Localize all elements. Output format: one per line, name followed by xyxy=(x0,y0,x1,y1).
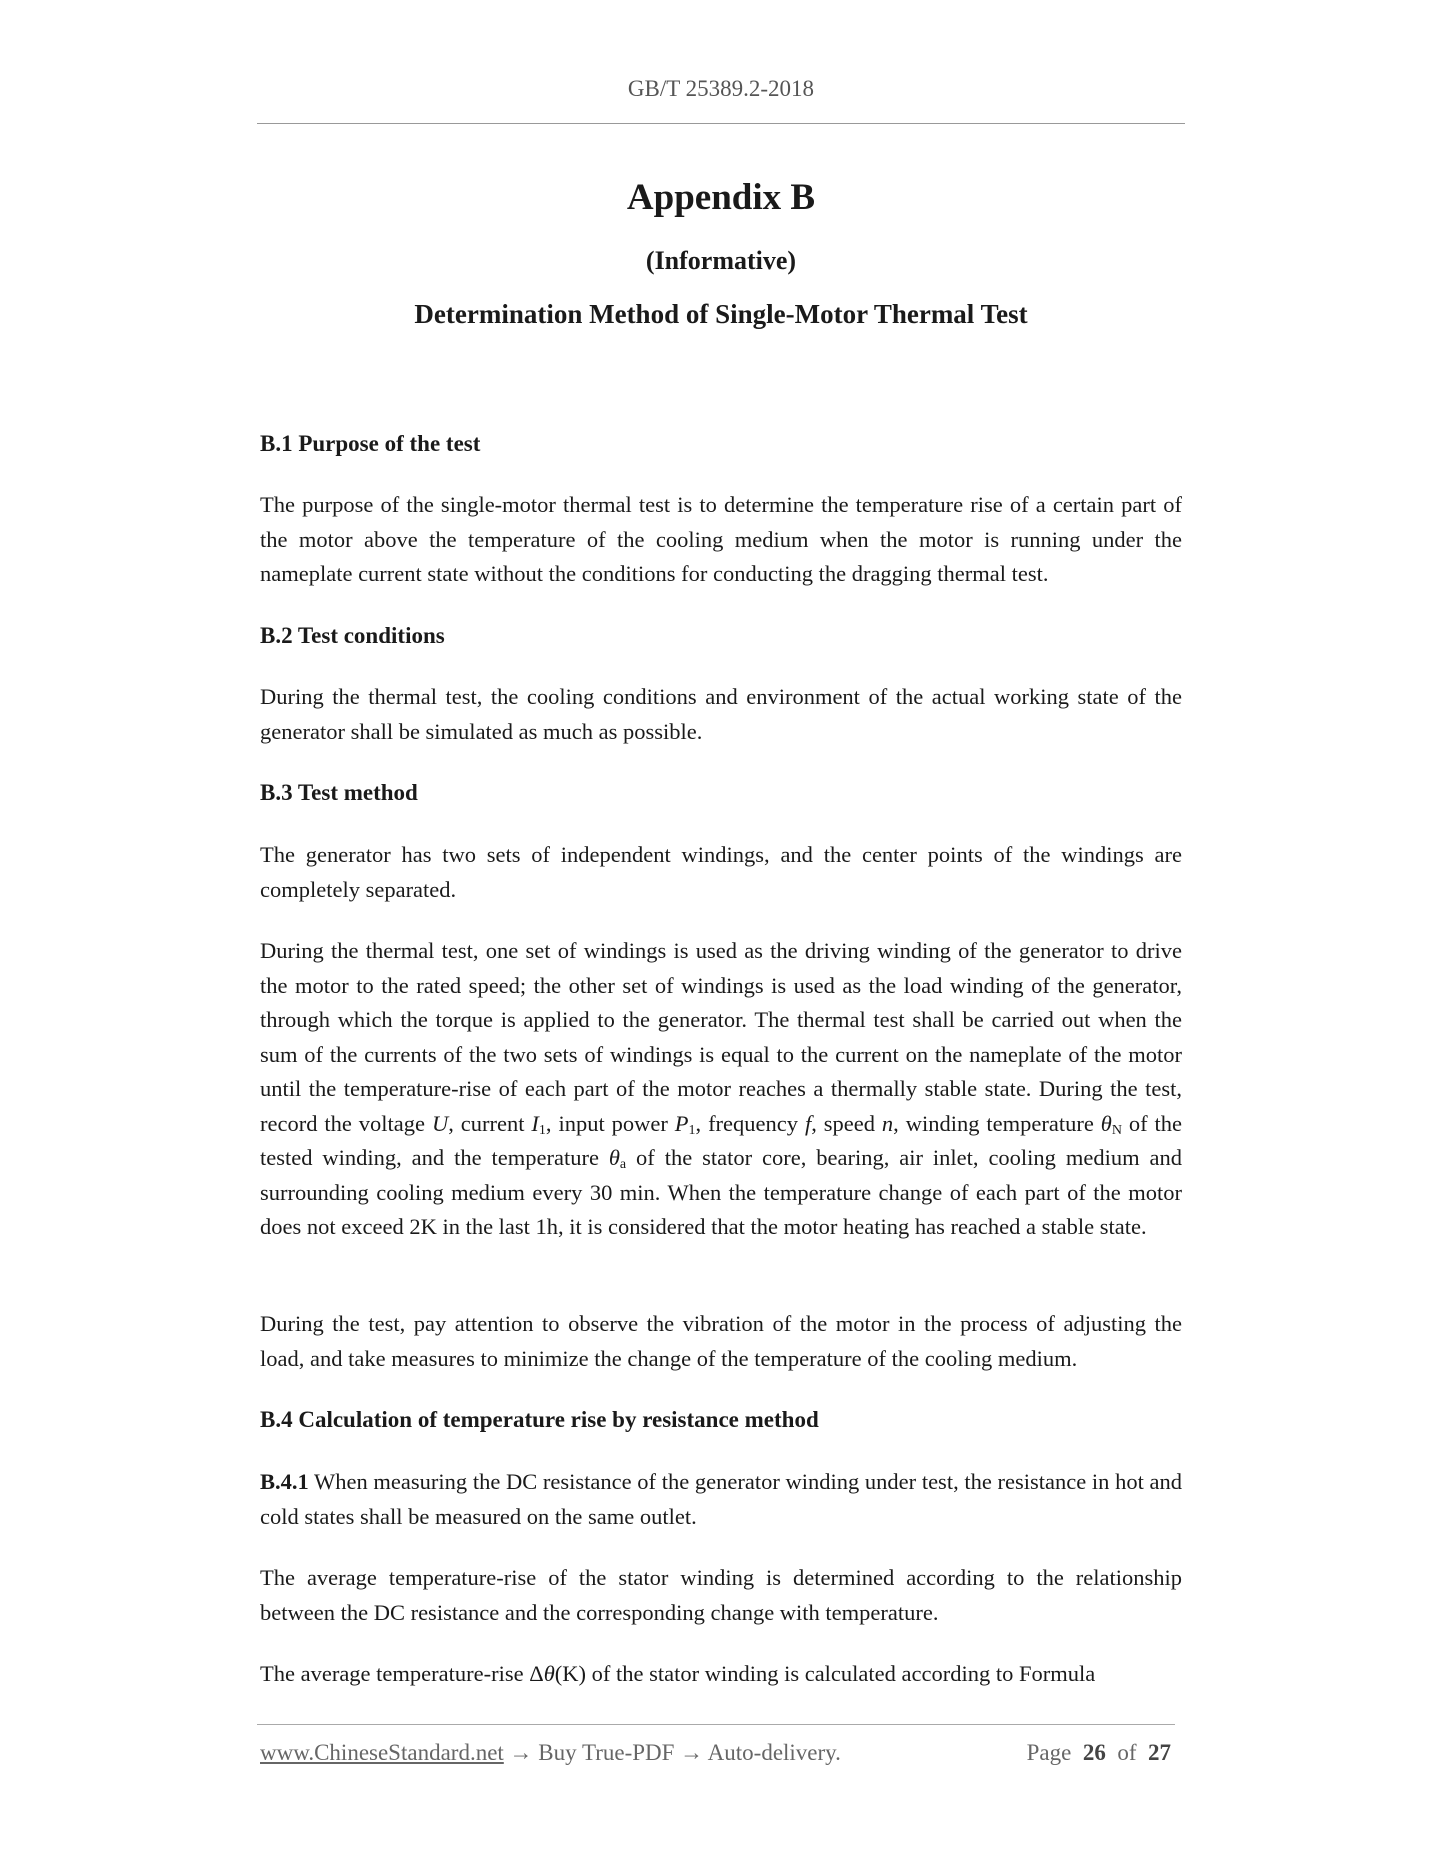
text-run: , winding temperature xyxy=(893,1110,1101,1136)
paragraph-b4-2: The average temperature-rise of the stator winding is determined according to the relationship between the DC resistance and the corresponding change with temperature. xyxy=(260,1565,1182,1625)
paragraph-b3-3: During the test, pay attention to observe the vibration of the motor in the process of adjusting the load, and take measures to minimize the change of the temperature of the cooling medium. xyxy=(260,1311,1182,1371)
page-label: Page xyxy=(1026,1740,1072,1765)
text-run: of the tested winding, and the temperature xyxy=(260,1110,1183,1170)
section-heading-b2: B.2 Test conditions xyxy=(260,623,445,648)
text-run: , input power xyxy=(545,1110,675,1136)
title-block xyxy=(257,176,1185,329)
text-run: During the thermal test, one set of windings is used as the driving winding of the generator to drive the motor to the rated speed; the other set of windings is used as the load winding of the generator, through which the torque is applied to the generator. The thermal test shall be carried out when the sum of the currents of the two sets of windings is equal to the current on the nameplate of the motor until the temperature-rise of each part of the motor reaches a thermally stable state. During the test, record the voltage xyxy=(260,938,1182,1136)
page-of: of xyxy=(1117,1740,1137,1765)
footer-promo: → Buy True-PDF → Auto-delivery. xyxy=(503,1740,841,1765)
text-run: , current xyxy=(448,1110,532,1136)
paragraph-b3-2 xyxy=(260,934,1182,1245)
page-total: 27 xyxy=(1148,1740,1171,1765)
symbol-theta: θ xyxy=(543,1661,555,1686)
subscript: a xyxy=(619,1157,627,1172)
text-run: , speed xyxy=(811,1110,882,1136)
website-link[interactable]: www.ChineseStandard.net xyxy=(260,1740,504,1765)
text-run: (K) of the stator winding is calculated according to Formula xyxy=(554,1661,1096,1686)
paragraph-b1: The purpose of the single-motor thermal test is to determine the temperature rise of a certain part of the motor above the temperature of the cooling medium when the motor is running under the nameplate current state without the conditions for conducting the dragging thermal test. xyxy=(260,492,1182,586)
symbol-current: I xyxy=(531,1110,539,1136)
appendix-title: Appendix B xyxy=(626,177,816,218)
paragraph-b2: During the thermal test, the cooling conditions and environment of the actual working state of the generator shall be simulated as much as possible. xyxy=(260,684,1182,744)
symbol-voltage: U xyxy=(431,1110,449,1136)
subscript: 1 xyxy=(688,1122,696,1138)
running-header: GB/T 25389.2-2018 xyxy=(627,76,815,101)
footer-divider xyxy=(257,1724,1175,1725)
text-run: of the stator core, bearing, air inlet, cooling medium and surrounding cooling medium every 30 min. When the temperature change of each part of the motor does not exceed 2K in the last 1h, it is considered that the motor heating has reached a stable state. xyxy=(260,1145,1182,1239)
section-heading-b1: B.1 Purpose of the test xyxy=(260,431,481,456)
text-run: , frequency xyxy=(695,1110,805,1136)
subscript: 1 xyxy=(538,1122,546,1138)
paragraph-b3-1: The generator has two sets of independent windings, and the center points of the windings are completely separated. xyxy=(260,842,1182,902)
appendix-type: (Informative) xyxy=(645,246,797,275)
section-heading-b4: B.4 Calculation of temperature rise by resistance method xyxy=(260,1407,819,1432)
page-footer xyxy=(260,1740,1175,1766)
header-divider xyxy=(257,123,1185,124)
paragraph-b4-3 xyxy=(260,1657,1182,1692)
paragraph-b4-1 xyxy=(260,1465,1182,1534)
symbol-speed: n xyxy=(881,1110,894,1136)
appendix-subtitle: Determination Method of Single-Motor Thermal Test xyxy=(414,299,1028,329)
page-current: 26 xyxy=(1082,1740,1106,1765)
text-run: The average temperature-rise Δ xyxy=(260,1661,544,1686)
clause-label: B.4.1 xyxy=(260,1469,309,1494)
section-heading-b3: B.3 Test method xyxy=(260,780,418,805)
page-number xyxy=(1027,1740,1171,1766)
symbol-frequency: f xyxy=(804,1110,812,1136)
subscript: N xyxy=(1111,1122,1122,1138)
text-run: When measuring the DC resistance of the generator winding under test, the resistance in hot and cold states shall be measured on the same outlet. xyxy=(260,1469,1182,1529)
symbol-power: P xyxy=(674,1110,689,1136)
symbol-theta-n: θ xyxy=(1100,1110,1112,1136)
symbol-theta-a: θ xyxy=(608,1145,620,1170)
